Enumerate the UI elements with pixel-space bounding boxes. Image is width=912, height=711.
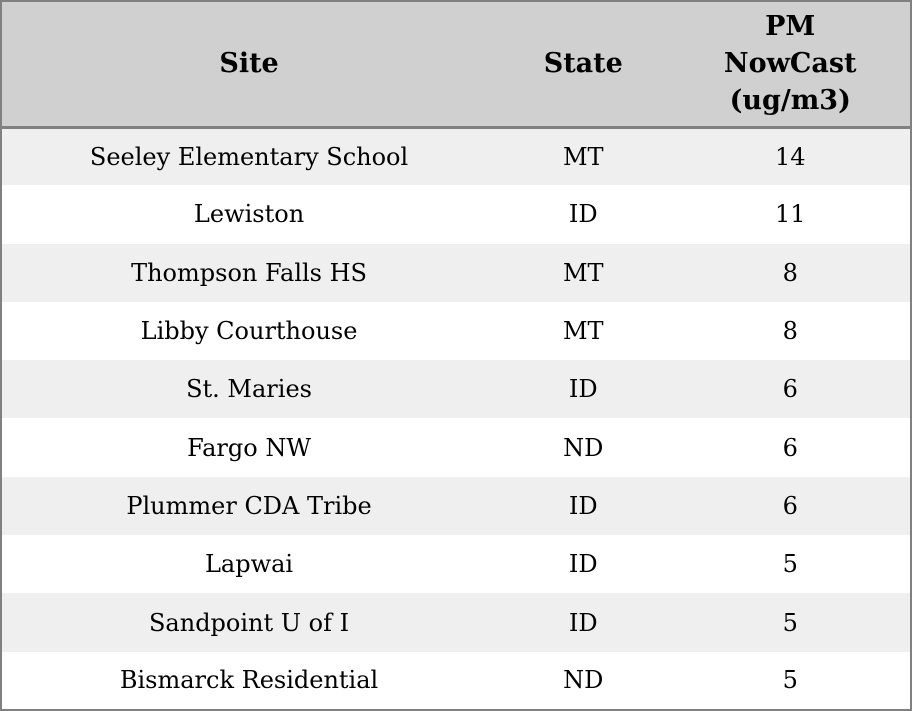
site-cell: Sandpoint U of I <box>148 608 350 637</box>
pm-value-cell: 8 <box>782 258 798 287</box>
table-row <box>1 302 911 360</box>
table-row <box>1 418 911 476</box>
site-cell: Fargo NW <box>187 433 311 462</box>
state-cell: ID <box>568 375 598 404</box>
table-row <box>1 652 911 710</box>
site-cell: Bismarck Residential <box>119 666 379 695</box>
pm-value-cell: 8 <box>782 317 798 346</box>
table-row <box>1 185 911 243</box>
table-row <box>1 593 911 651</box>
state-cell: MT <box>562 258 604 287</box>
site-cell: Thompson Falls HS <box>131 258 367 287</box>
table-row <box>1 360 911 418</box>
col-header-state: State <box>496 1 670 127</box>
pm-value-cell: 5 <box>782 608 798 637</box>
state-cell: ID <box>568 608 598 637</box>
pm-value-cell: 5 <box>782 550 798 579</box>
pm-value-cell: 5 <box>782 666 798 695</box>
state-cell: ID <box>568 491 598 520</box>
site-cell: Seeley Elementary School <box>89 142 409 171</box>
pm-value-cell: 14 <box>774 142 806 171</box>
state-cell: ND <box>563 433 604 462</box>
table-row <box>1 535 911 593</box>
state-cell: ND <box>563 666 604 695</box>
table-row <box>1 477 911 535</box>
state-cell: MT <box>562 142 604 171</box>
table-header <box>1 1 911 127</box>
pm-value-cell: 6 <box>782 433 798 462</box>
site-cell: Libby Courthouse <box>140 317 358 346</box>
pm-value-cell: 6 <box>782 491 798 520</box>
state-cell: ID <box>568 550 598 579</box>
state-cell: MT <box>562 317 604 346</box>
site-cell: Lewiston <box>193 200 305 229</box>
table-body <box>1 127 911 710</box>
site-cell: Plummer CDA Tribe <box>126 491 372 520</box>
pm-header-line-3: (ug/m3) <box>729 85 851 117</box>
state-cell: ID <box>568 200 598 229</box>
header-row <box>1 1 911 127</box>
site-cell: Lapwai <box>204 550 294 579</box>
pm-header-line-2: NowCast <box>723 48 857 80</box>
pm-value-cell: 11 <box>774 200 806 229</box>
site-cell: St. Maries <box>186 375 312 404</box>
col-header-site: Site <box>1 1 496 127</box>
pm-value-cell: 6 <box>782 375 798 404</box>
pm-header-line-1: PM <box>765 11 816 43</box>
table-row <box>1 127 911 185</box>
table-row <box>1 244 911 302</box>
col-header-pm-nowcast <box>670 1 911 127</box>
